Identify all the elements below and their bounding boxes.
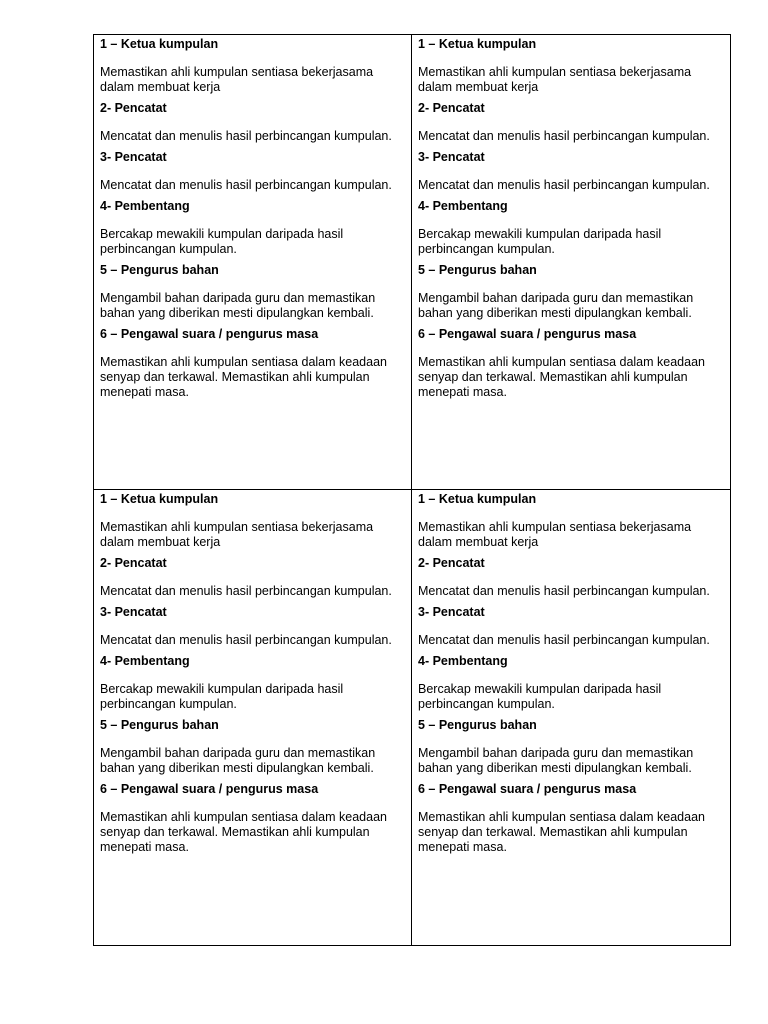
role-title: 4- Pembentang: [100, 199, 190, 213]
role-title: 2- Pencatat: [418, 101, 485, 115]
role-entry: [418, 654, 724, 712]
role-entry: [100, 37, 405, 95]
role-description: Mencatat dan menulis hasil perbincangan kumpulan.: [418, 129, 710, 143]
role-entry: [100, 654, 405, 712]
role-entry: [100, 263, 405, 321]
role-entry: [418, 782, 724, 855]
role-description: Mencatat dan menulis hasil perbincangan kumpulan.: [418, 178, 710, 192]
role-description: Bercakap mewakili kumpulan daripada hasil perbincangan kumpulan.: [418, 682, 662, 711]
role-description: Memastikan ahli kumpulan sentiasa bekerjasama dalam membuat kerja: [418, 520, 692, 549]
role-description: Mengambil bahan daripada guru dan memastikan bahan yang diberikan mesti dipulangkan kembali.: [100, 291, 376, 320]
role-description: Mengambil bahan daripada guru dan memastikan bahan yang diberikan mesti dipulangkan kembali.: [418, 291, 694, 320]
role-entry: [100, 199, 405, 257]
role-card: [412, 35, 730, 490]
role-description: Mencatat dan menulis hasil perbincangan kumpulan.: [418, 584, 710, 598]
role-title: 6 – Pengawal suara / pengurus masa: [100, 327, 319, 341]
role-entry: [100, 556, 405, 599]
role-description: Bercakap mewakili kumpulan daripada hasil perbincangan kumpulan.: [418, 227, 662, 256]
role-entry: [100, 101, 405, 144]
role-title: 1 – Ketua kumpulan: [418, 492, 537, 506]
role-entry: [418, 605, 724, 648]
role-entry: [418, 718, 724, 776]
role-description: Mengambil bahan daripada guru dan memastikan bahan yang diberikan mesti dipulangkan kembali.: [100, 746, 376, 775]
role-title: 3- Pencatat: [100, 605, 167, 619]
role-card: [94, 490, 412, 945]
role-entry: [418, 101, 724, 144]
role-description: Memastikan ahli kumpulan sentiasa dalam keadaan senyap dan terkawal. Memastikan ahli kumpulan menepati masa.: [100, 355, 387, 399]
role-title: 2- Pencatat: [100, 556, 167, 570]
role-description: Mengambil bahan daripada guru dan memastikan bahan yang diberikan mesti dipulangkan kembali.: [418, 746, 694, 775]
role-description: Mencatat dan menulis hasil perbincangan kumpulan.: [418, 633, 710, 647]
role-title: 2- Pencatat: [100, 101, 167, 115]
role-title: 3- Pencatat: [418, 605, 485, 619]
role-title: 1 – Ketua kumpulan: [100, 492, 219, 506]
role-description: Bercakap mewakili kumpulan daripada hasil perbincangan kumpulan.: [100, 227, 344, 256]
role-title: 4- Pembentang: [100, 654, 190, 668]
role-title: 1 – Ketua kumpulan: [418, 37, 537, 51]
role-entry: [418, 150, 724, 193]
role-description: Mencatat dan menulis hasil perbincangan kumpulan.: [100, 178, 392, 192]
role-title: 3- Pencatat: [418, 150, 485, 164]
role-title: 6 – Pengawal suara / pengurus masa: [100, 782, 319, 796]
role-entry: [418, 263, 724, 321]
role-description: Mencatat dan menulis hasil perbincangan kumpulan.: [100, 129, 392, 143]
role-entry: [418, 492, 724, 550]
role-description: Mencatat dan menulis hasil perbincangan kumpulan.: [100, 584, 392, 598]
role-entry: [418, 37, 724, 95]
role-description: Memastikan ahli kumpulan sentiasa bekerjasama dalam membuat kerja: [418, 65, 692, 94]
role-entry: [418, 556, 724, 599]
role-title: 2- Pencatat: [418, 556, 485, 570]
role-description: Memastikan ahli kumpulan sentiasa dalam keadaan senyap dan terkawal. Memastikan ahli kumpulan menepati masa.: [418, 810, 705, 854]
role-entry: [100, 327, 405, 400]
role-title: 5 – Pengurus bahan: [100, 263, 219, 277]
role-description: Memastikan ahli kumpulan sentiasa dalam keadaan senyap dan terkawal. Memastikan ahli kumpulan menepati masa.: [100, 810, 387, 854]
role-title: 4- Pembentang: [418, 199, 508, 213]
role-title: 1 – Ketua kumpulan: [100, 37, 219, 51]
role-description: Mencatat dan menulis hasil perbincangan kumpulan.: [100, 633, 392, 647]
role-entry: [100, 718, 405, 776]
role-title: 5 – Pengurus bahan: [418, 263, 537, 277]
role-entry: [100, 782, 405, 855]
role-description: Memastikan ahli kumpulan sentiasa bekerjasama dalam membuat kerja: [100, 65, 374, 94]
role-description: Bercakap mewakili kumpulan daripada hasil perbincangan kumpulan.: [100, 682, 344, 711]
role-entry: [100, 492, 405, 550]
role-card: [94, 35, 412, 490]
role-entry: [418, 327, 724, 400]
role-description: Memastikan ahli kumpulan sentiasa bekerjasama dalam membuat kerja: [100, 520, 374, 549]
role-title: 3- Pencatat: [100, 150, 167, 164]
role-card: [412, 490, 730, 945]
role-description: Memastikan ahli kumpulan sentiasa dalam keadaan senyap dan terkawal. Memastikan ahli kumpulan menepati masa.: [418, 355, 705, 399]
role-card-table: [93, 34, 731, 946]
role-title: 5 – Pengurus bahan: [418, 718, 537, 732]
role-entry: [418, 199, 724, 257]
role-entry: [100, 605, 405, 648]
role-title: 6 – Pengawal suara / pengurus masa: [418, 327, 637, 341]
role-entry: [100, 150, 405, 193]
role-title: 4- Pembentang: [418, 654, 508, 668]
role-title: 5 – Pengurus bahan: [100, 718, 219, 732]
role-title: 6 – Pengawal suara / pengurus masa: [418, 782, 637, 796]
